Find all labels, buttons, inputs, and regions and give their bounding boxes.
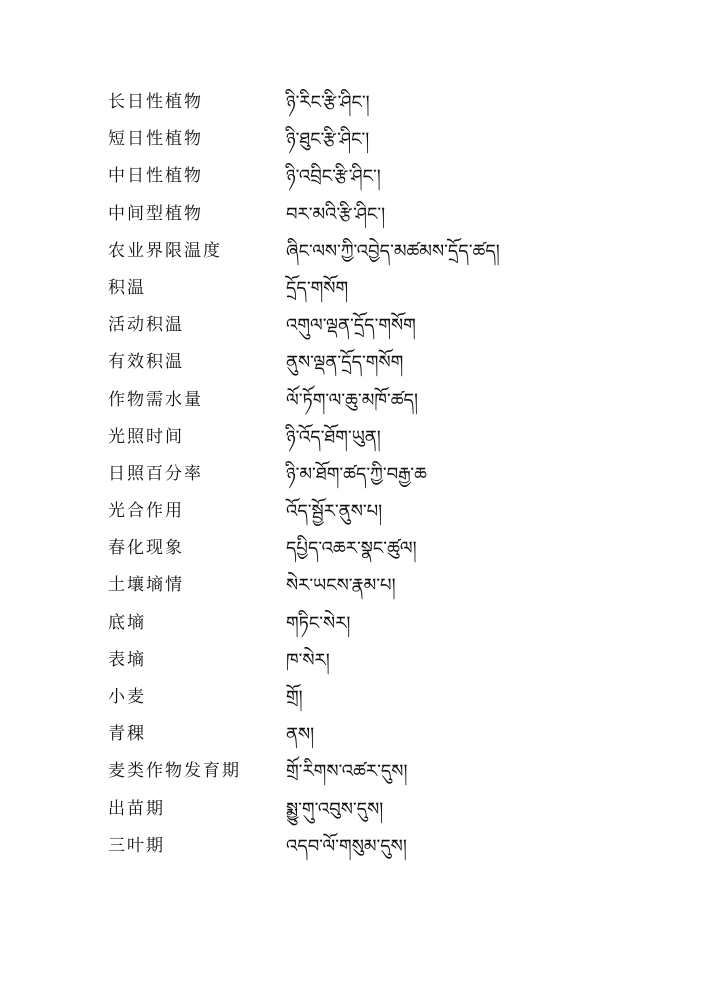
chinese-term: 土壤墒情 xyxy=(108,575,184,596)
chinese-term: 短日性植物 xyxy=(108,129,203,150)
glossary-row xyxy=(0,716,707,753)
chinese-term: 作物需水量 xyxy=(108,389,203,410)
tibetan-term: ལོ་ཏོག་ལ་ཆུ་མཁོ་ཚད། xyxy=(286,389,418,411)
glossary-row xyxy=(0,456,707,493)
tibetan-term: གཏིང་སེར། xyxy=(286,612,351,634)
tibetan-term: གྲོ་རིགས་འཚར་དུས། xyxy=(286,761,408,783)
tibetan-term: དྲོད་གསོག xyxy=(286,277,349,299)
chinese-term: 中间型植物 xyxy=(108,203,203,224)
glossary-row xyxy=(0,121,707,158)
glossary-row xyxy=(0,233,707,270)
tibetan-term: བར་མའི་རྩི་ཤིང་། xyxy=(286,203,386,225)
glossary-row xyxy=(0,493,707,530)
glossary-row xyxy=(0,196,707,233)
chinese-term: 麦类作物发育期 xyxy=(108,761,241,782)
glossary-row xyxy=(0,84,707,121)
glossary-row xyxy=(0,270,707,307)
chinese-term: 中日性植物 xyxy=(108,166,203,187)
glossary-row xyxy=(0,642,707,679)
glossary-row xyxy=(0,567,707,604)
tibetan-term: ནུས་ལྡན་དྲོད་གསོག xyxy=(286,352,404,374)
chinese-term: 底墒 xyxy=(108,612,146,633)
tibetan-term: ཉི་རིང་རྩི་ཤིང་། xyxy=(286,92,370,113)
glossary-row xyxy=(0,791,707,828)
tibetan-term: ཉི་ཐུང་རྩི་ཤིང་། xyxy=(286,129,370,151)
chinese-term: 春化现象 xyxy=(108,538,184,559)
glossary-row xyxy=(0,344,707,381)
chinese-term: 活动积温 xyxy=(108,315,184,336)
tibetan-term: ཉི་འབྲིང་རྩི་ཤིང་། xyxy=(286,166,381,188)
chinese-term: 积温 xyxy=(108,277,146,298)
chinese-term: 小麦 xyxy=(108,687,146,707)
chinese-term: 日照百分率 xyxy=(108,463,203,484)
tibetan-term: འདབ་ལོ་གསུམ་དུས། xyxy=(286,835,407,857)
tibetan-term: ཉི་མ་ཐོག་ཚད་ཀྱི་བརྒྱ་ཆ xyxy=(286,463,427,485)
tibetan-term: དཔྱིད་འཆར་སྣང་ཚུལ། xyxy=(286,538,417,560)
glossary-row xyxy=(0,419,707,456)
chinese-term: 青稞 xyxy=(108,724,146,745)
chinese-term: 有效积温 xyxy=(108,352,184,373)
chinese-term: 农业界限温度 xyxy=(108,240,222,261)
tibetan-term: སྨྱུ་གུ་འབུས་དུས། xyxy=(286,798,384,820)
glossary-row xyxy=(0,307,707,344)
tibetan-term: ནས། xyxy=(286,724,315,746)
chinese-term: 光合作用 xyxy=(108,501,184,522)
tibetan-term: ཞིང་ལས་ཀྱི་འབྱེད་མཚམས་དྲོད་ཚད། xyxy=(286,240,500,262)
glossary-row xyxy=(0,382,707,419)
tibetan-term: གྲོ། xyxy=(286,687,303,708)
chinese-term: 出苗期 xyxy=(108,798,165,819)
glossary-row xyxy=(0,158,707,195)
tibetan-term: འོད་སྦྱོར་ནུས་པ། xyxy=(286,501,383,523)
glossary-row xyxy=(0,753,707,790)
glossary-row xyxy=(0,530,707,567)
chinese-term: 长日性植物 xyxy=(108,92,203,112)
glossary-row xyxy=(0,605,707,642)
glossary-row xyxy=(0,679,707,716)
tibetan-term: འགུལ་ལྡན་དྲོད་གསོག xyxy=(286,315,416,337)
chinese-term: 三叶期 xyxy=(108,835,165,856)
chinese-term: 光照时间 xyxy=(108,426,184,447)
glossary-row xyxy=(0,828,707,865)
glossary-list xyxy=(0,84,707,865)
tibetan-term: ཁ་སེར། xyxy=(286,649,330,671)
chinese-term: 表墒 xyxy=(108,649,146,670)
tibetan-term: སེར་ཡངས་རྣམ་པ། xyxy=(286,575,396,597)
tibetan-term: ཉི་འོད་ཐོག་ཡུན། xyxy=(286,426,381,448)
